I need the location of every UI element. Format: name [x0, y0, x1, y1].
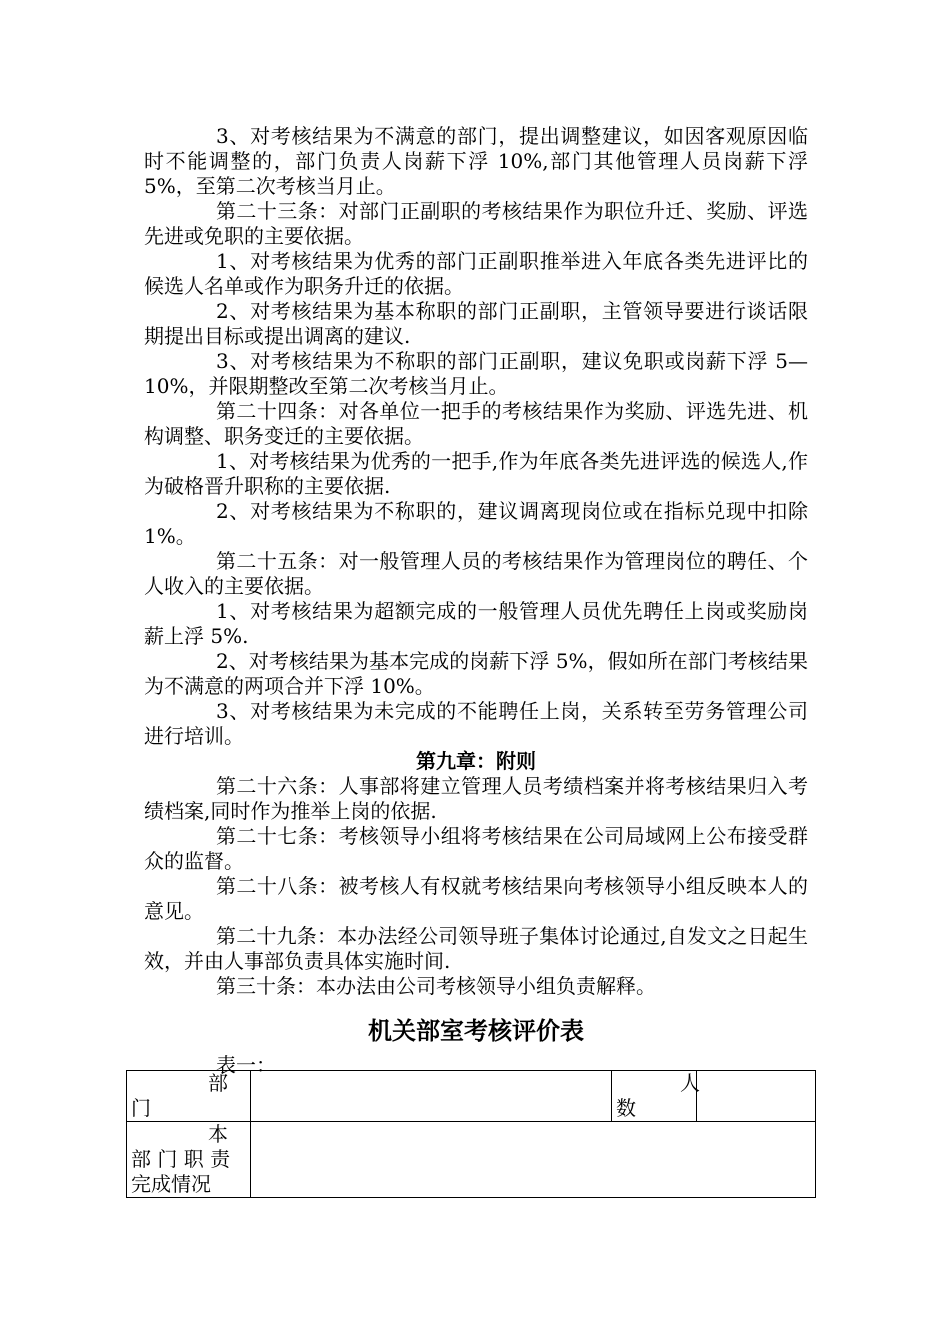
- duty-label-c: 完成情况: [131, 1172, 211, 1196]
- article-24: 第二十四条：对各单位一把手的考核结果作为奖励、评选先进、机构调整、职务变迁的主要依据。: [144, 399, 808, 448]
- paragraph: 1、对考核结果为优秀的一把手,作为年底各类先进评选的候选人,作为破格晋升职称的主要依据.: [144, 449, 808, 498]
- count-label-a: 人: [680, 1071, 700, 1095]
- article-26: 第二十六条：人事部将建立管理人员考绩档案并将考核结果归入考绩档案,同时作为推举上岗的依据.: [144, 774, 808, 823]
- paragraph: 3、对考核结果为不满意的部门，提出调整建议，如因客观原因临时不能调整的，部门负责人岗薪下浮 10%,部门其他管理人员岗薪下浮 5%，至第二次考核当月止。: [144, 124, 808, 198]
- paragraph: 2、对考核结果为不称职的，建议调离现岗位或在指标兑现中扣除 1%。: [144, 499, 808, 548]
- table-row: [127, 1071, 816, 1122]
- article-29: 第二十九条：本办法经公司领导班子集体讨论通过,自发文之日起生效，并由人事部负责具体实施时间.: [144, 924, 808, 973]
- count-value-cell[interactable]: [697, 1071, 816, 1122]
- count-label-cell: [612, 1071, 700, 1122]
- paragraph: 1、对考核结果为优秀的部门正副职推举进入年底各类先进评比的候选人名单或作为职务升迁的依据。: [144, 249, 808, 298]
- count-label-b: 数: [616, 1096, 636, 1120]
- document-body: [144, 124, 808, 1077]
- paragraph: 3、对考核结果为未完成的不能聘任上岗，关系转至劳务管理公司进行培训。: [144, 699, 808, 748]
- duty-label-cell: [127, 1122, 251, 1198]
- dept-label-b: 门: [131, 1096, 151, 1120]
- duty-value-cell[interactable]: [251, 1122, 816, 1198]
- article-28: 第二十八条：被考核人有权就考核结果向考核领导小组反映本人的意见。: [144, 874, 808, 923]
- paragraph: 2、对考核结果为基本称职的部门正副职，主管领导要进行谈话限期提出目标或提出调离的建议.: [144, 299, 808, 348]
- article-30: 第三十条：本办法由公司考核领导小组负责解释。: [216, 974, 656, 998]
- table-row: [127, 1122, 816, 1198]
- chapter-heading: 第九章：附则: [416, 749, 536, 773]
- dept-label-cell: [127, 1071, 251, 1122]
- evaluation-table: [126, 1070, 816, 1198]
- dept-value-cell[interactable]: [251, 1071, 612, 1122]
- paragraph: 1、对考核结果为超额完成的一般管理人员优先聘任上岗或奖励岗薪上浮 5%.: [144, 599, 808, 648]
- article-23: 第二十三条：对部门正副职的考核结果作为职位升迁、奖励、评选先进或免职的主要依据。: [144, 199, 808, 248]
- article-25: 第二十五条：对一般管理人员的考核结果作为管理岗位的聘任、个人收入的主要依据。: [144, 549, 808, 598]
- article-27: 第二十七条：考核领导小组将考核结果在公司局域网上公布接受群众的监督。: [144, 824, 808, 873]
- duty-label-b: 部 门 职 责: [131, 1147, 231, 1171]
- paragraph: 2、对考核结果为基本完成的岗薪下浮 5%，假如所在部门考核结果为不满意的两项合并下浮 10%。: [144, 649, 808, 698]
- dept-label-a: 部: [208, 1071, 228, 1095]
- table-title: 机关部室考核评价表: [368, 1016, 584, 1045]
- duty-label-a: 本: [208, 1122, 228, 1146]
- paragraph: 3、对考核结果为不称职的部门正副职，建议免职或岗薪下浮 5—10%，并限期整改至第二次考核当月止。: [144, 349, 808, 398]
- table-label: 表一：: [216, 1053, 276, 1077]
